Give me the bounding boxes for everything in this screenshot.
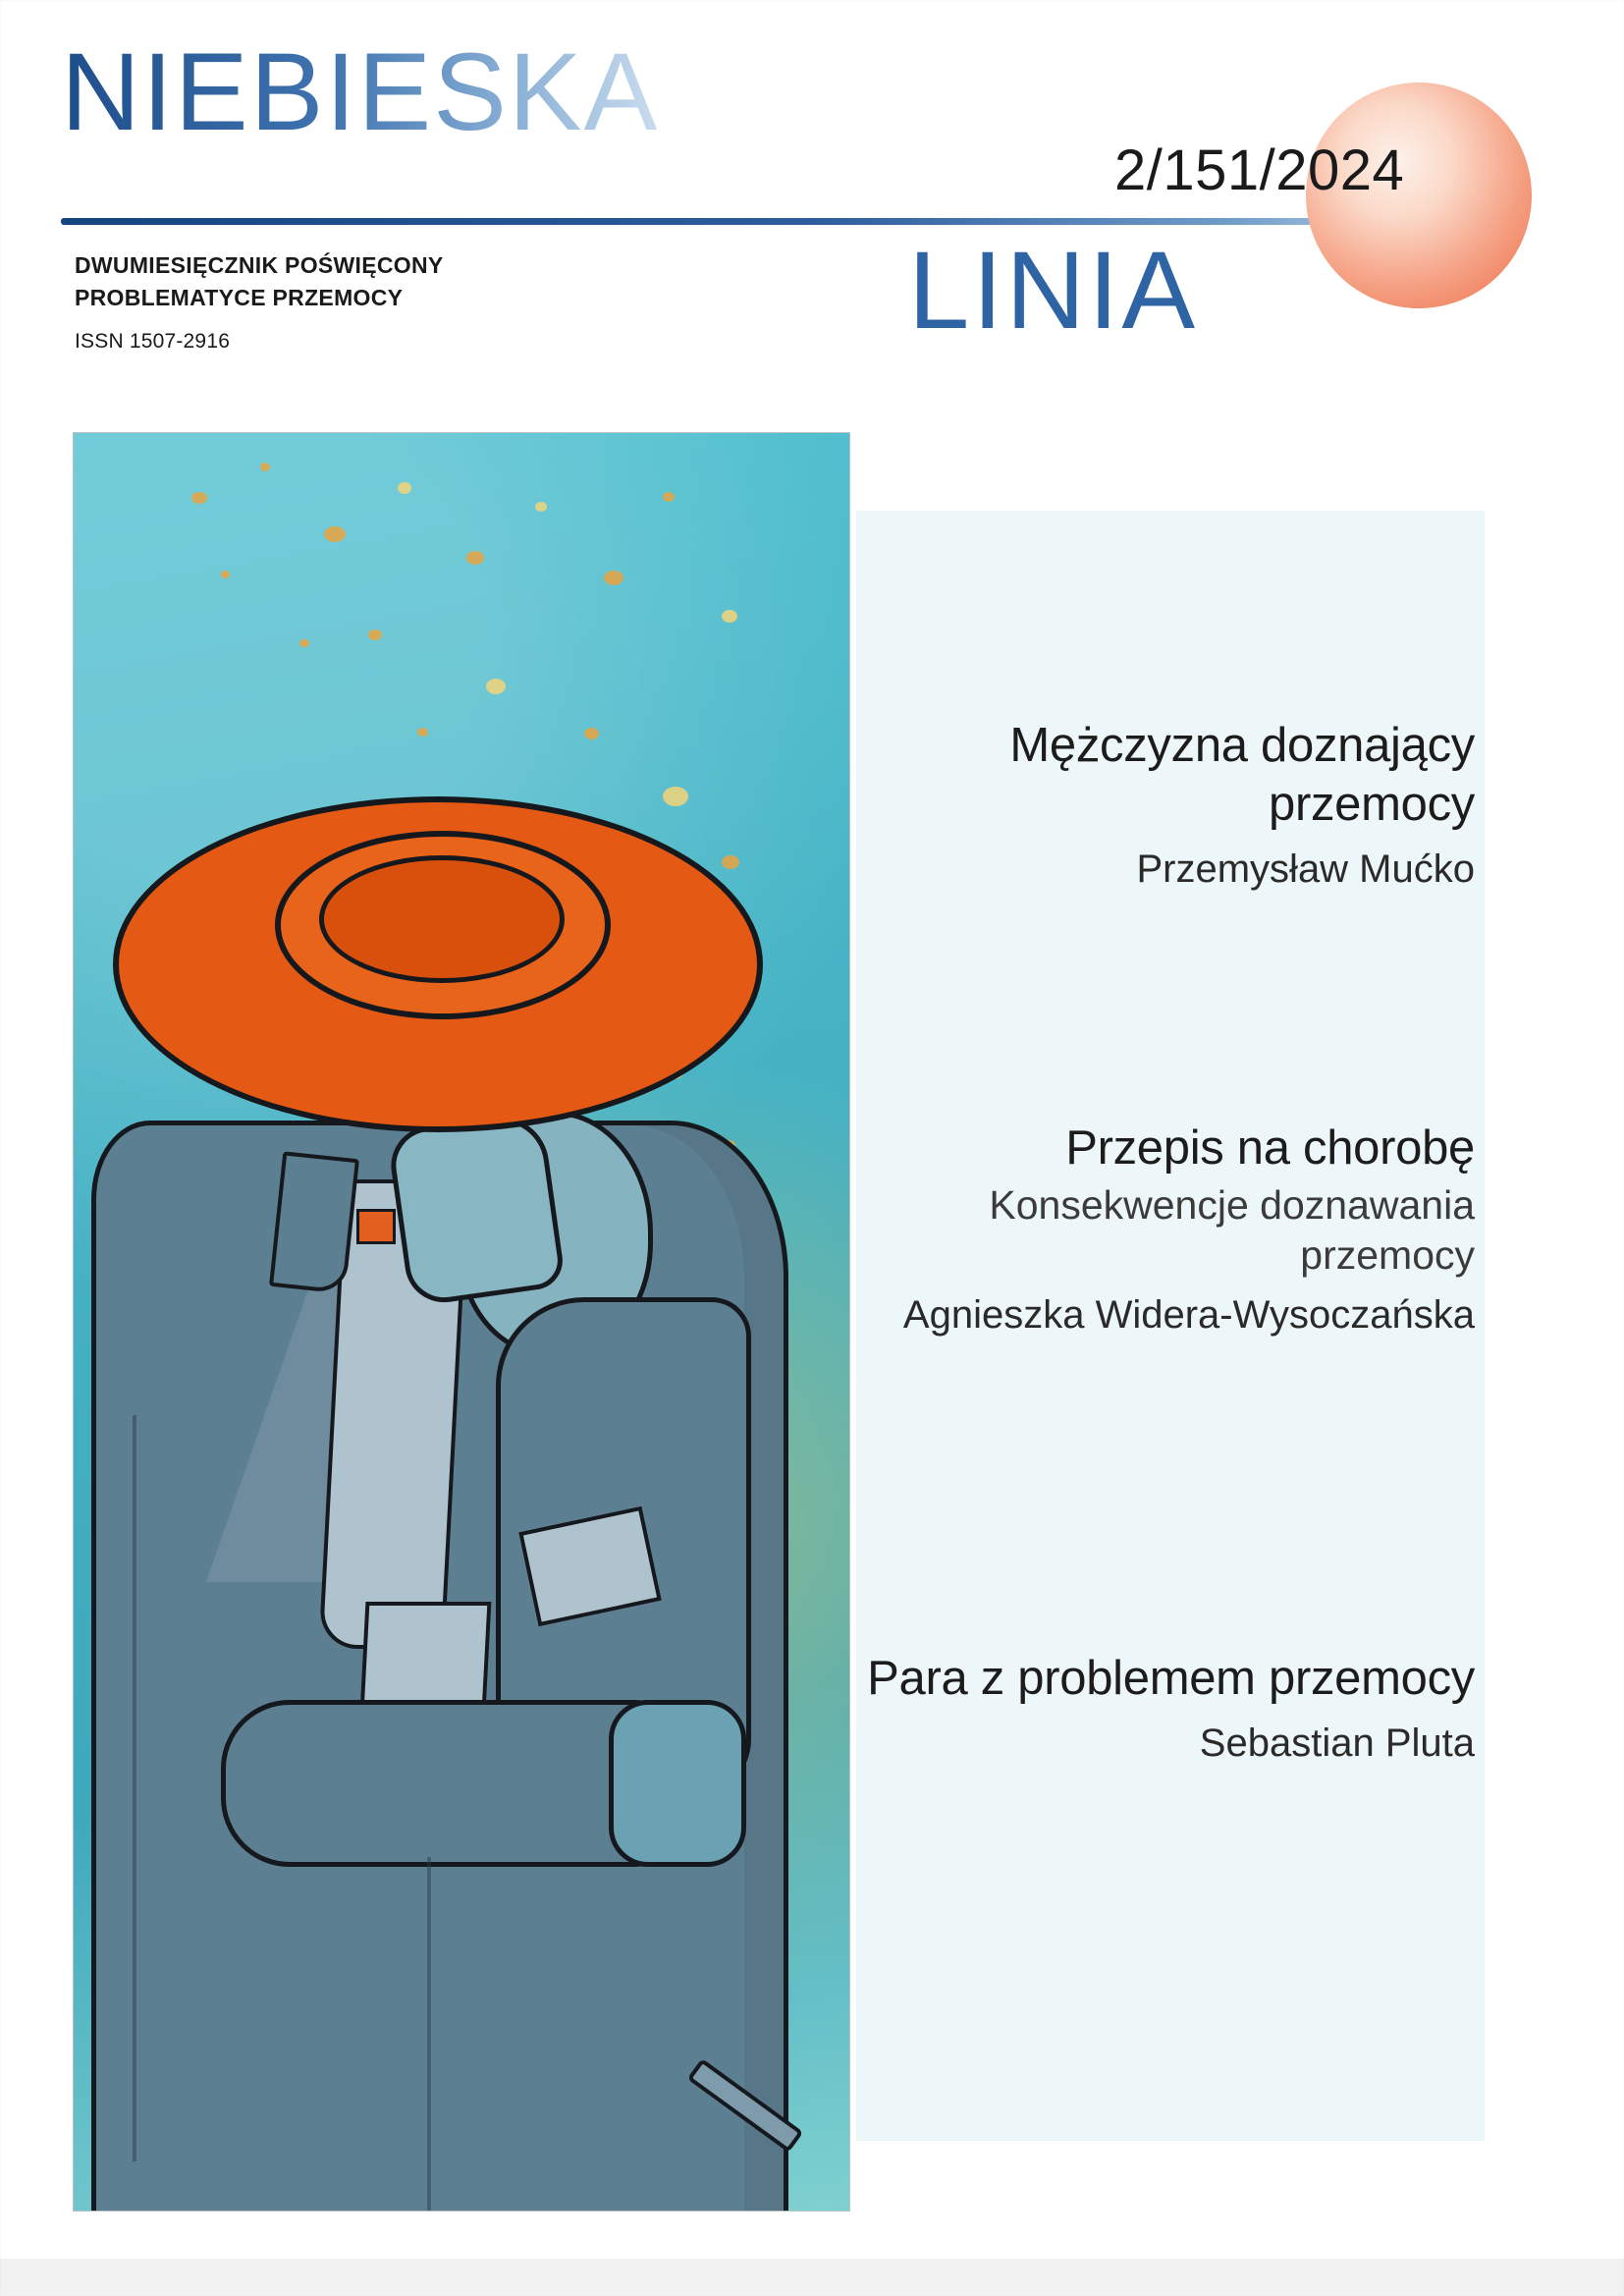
issue-number: 2/151/2024 — [1114, 138, 1405, 202]
magazine-subtitle — [75, 249, 444, 315]
page-bottom-edge — [0, 2259, 1624, 2296]
subtitle-line-1: DWUMIESIĘCZNIK POŚWIĘCONY — [75, 252, 444, 278]
figure-second-hand — [609, 1700, 746, 1867]
magazine-title-secondary: LINIA — [908, 229, 1199, 352]
article-headline: Przepis na chorobę — [1065, 1121, 1475, 1175]
article-author: Sebastian Pluta — [1199, 1721, 1475, 1765]
contents-entry[interactable] — [866, 717, 1475, 895]
figure-tie-detail — [356, 1209, 396, 1244]
magazine-title-primary: NIEBIESKA — [61, 30, 660, 153]
article-author: Przemysław Mućko — [1136, 847, 1475, 891]
title-divider-rule — [61, 218, 1431, 225]
article-headline: Para z problemem przemocy — [867, 1652, 1475, 1705]
figure-hat-inner-ellipse — [319, 855, 565, 983]
article-headline: Mężczyzna doznający przemocy — [1009, 719, 1475, 831]
masthead — [0, 0, 1624, 393]
figure-hand-on-face — [386, 1111, 566, 1308]
issn-text: ISSN 1507-2916 — [75, 330, 231, 353]
article-subtitle: Konsekwencje doznawania przemocy — [989, 1181, 1475, 1279]
cover-illustration — [73, 432, 850, 2212]
contents-entry[interactable] — [866, 1120, 1475, 1340]
subtitle-line-2: PROBLEMATYCE PRZEMOCY — [75, 285, 404, 311]
article-author: Agnieszka Widera-Wysoczańska — [902, 1293, 1475, 1338]
contents-entry[interactable] — [866, 1650, 1475, 1769]
contents-panel — [856, 511, 1485, 2141]
figure-collar — [269, 1151, 359, 1293]
